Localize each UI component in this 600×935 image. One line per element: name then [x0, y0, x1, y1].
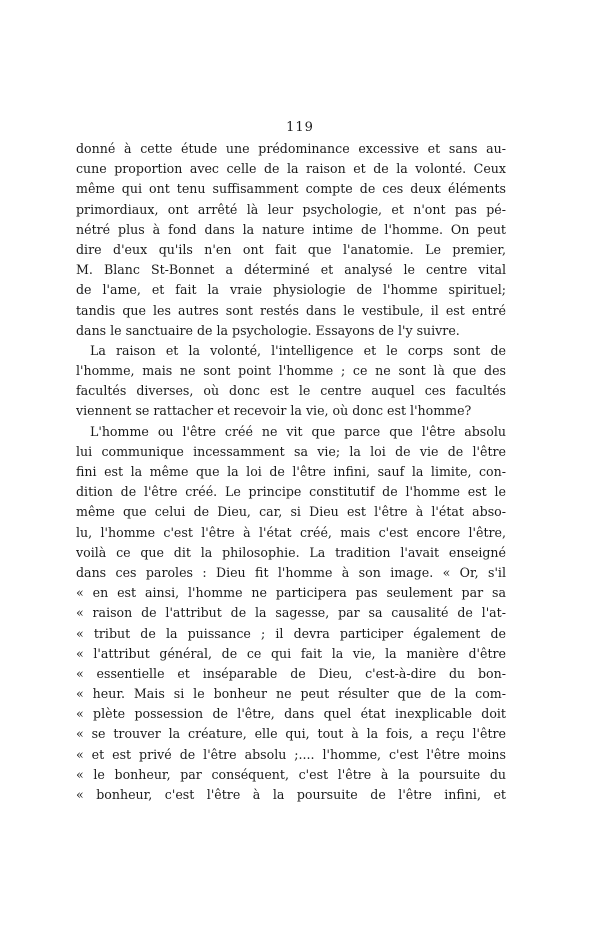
text-line: même que celui de Dieu, car, si Dieu est l'être à l'état abso- — [76, 504, 506, 520]
text-line: « raison de l'attribut de la sagesse, par sa causalité de l'at- — [76, 605, 506, 621]
text-line: lui communique incessamment sa vie; la loi de vie de l'être — [76, 443, 506, 459]
text-line: dans le sanctuaire de la psychologie. Essayons de l'y suivre. — [76, 322, 460, 338]
text-line: cune proportion avec celle de la raison et de la volonté. Ceux — [76, 161, 506, 177]
text-line: « essentielle et inséparable de Dieu, c'est-à-dire du bon- — [76, 665, 506, 681]
text-line: l'homme, mais ne sont point l'homme ; ce ne sont là que des — [76, 363, 506, 379]
page-number: 119 — [286, 120, 314, 135]
text-line: fini est la même que la loi de l'être infini, sauf la limite, con- — [76, 464, 506, 479]
text-line: viennent se rattacher et recevoir la vie, où donc est l'homme? — [76, 403, 472, 419]
text-line: « et est privé de l'être absolu ;.... l'homme, c'est l'être moins — [76, 746, 506, 762]
text-line: L'homme ou l'être créé ne vit que parce que l'être absolu — [90, 423, 506, 439]
text-line: « en est ainsi, l'homme ne participera pas seulement par sa — [76, 585, 506, 601]
text-line: M. Blanc St-Bonnet a déterminé et analysé le centre vital — [76, 262, 506, 278]
text-line: « plète possession de l'être, dans quel état inexplicable doit — [76, 706, 506, 722]
text-line: facultés diverses, où donc est le centre auquel ces facultés — [76, 383, 506, 399]
text-line: « bonheur, c'est l'être à la poursuite de l'être infini, et — [76, 787, 506, 802]
text-line: dans ces paroles : Dieu fit l'homme à son image. « Or, s'il — [76, 564, 506, 580]
text-line: primordiaux, ont arrêté là leur psychologie, et n'ont pas pé- — [76, 201, 506, 217]
text-line: dition de l'être créé. Le principe constitutif de l'homme est le — [76, 484, 506, 500]
text-line: nétré plus à fond dans la nature intime de l'homme. On peut — [76, 221, 506, 237]
text-line: « heur. Mais si le bonheur ne peut résulter que de la com- — [76, 686, 506, 702]
text-line: « l'attribut général, de ce qui fait la vie, la manière d'être — [76, 645, 506, 661]
text-line: « se trouver la créature, elle qui, tout à la fois, a reçu l'être — [76, 726, 506, 742]
text-line: de l'ame, et fait la vraie physiologie de l'homme spirituel; — [76, 282, 506, 298]
body-text — [76, 139, 506, 805]
text-line: tandis que les autres sont restés dans le vestibule, il est entré — [76, 302, 506, 318]
text-line: même qui ont tenu suffisamment compte de ces deux éléments — [76, 181, 506, 197]
text-line: La raison et la volonté, l'intelligence et le corps sont de — [90, 342, 506, 358]
text-line: « le bonheur, par conséquent, c'est l'être à la poursuite du — [76, 766, 506, 782]
text-line: dire d'eux qu'ils n'en ont fait que l'anatomie. Le premier, — [76, 241, 506, 257]
text-line: « tribut de la puissance ; il devra participer également de — [76, 625, 506, 641]
text-line: lu, l'homme c'est l'être à l'état créé, mais c'est encore l'être, — [76, 524, 506, 540]
text-line: voilà ce que dit la philosophie. La tradition l'avait enseigné — [76, 544, 506, 560]
text-line: donné à cette étude une prédominance excessive et sans au- — [76, 141, 506, 156]
